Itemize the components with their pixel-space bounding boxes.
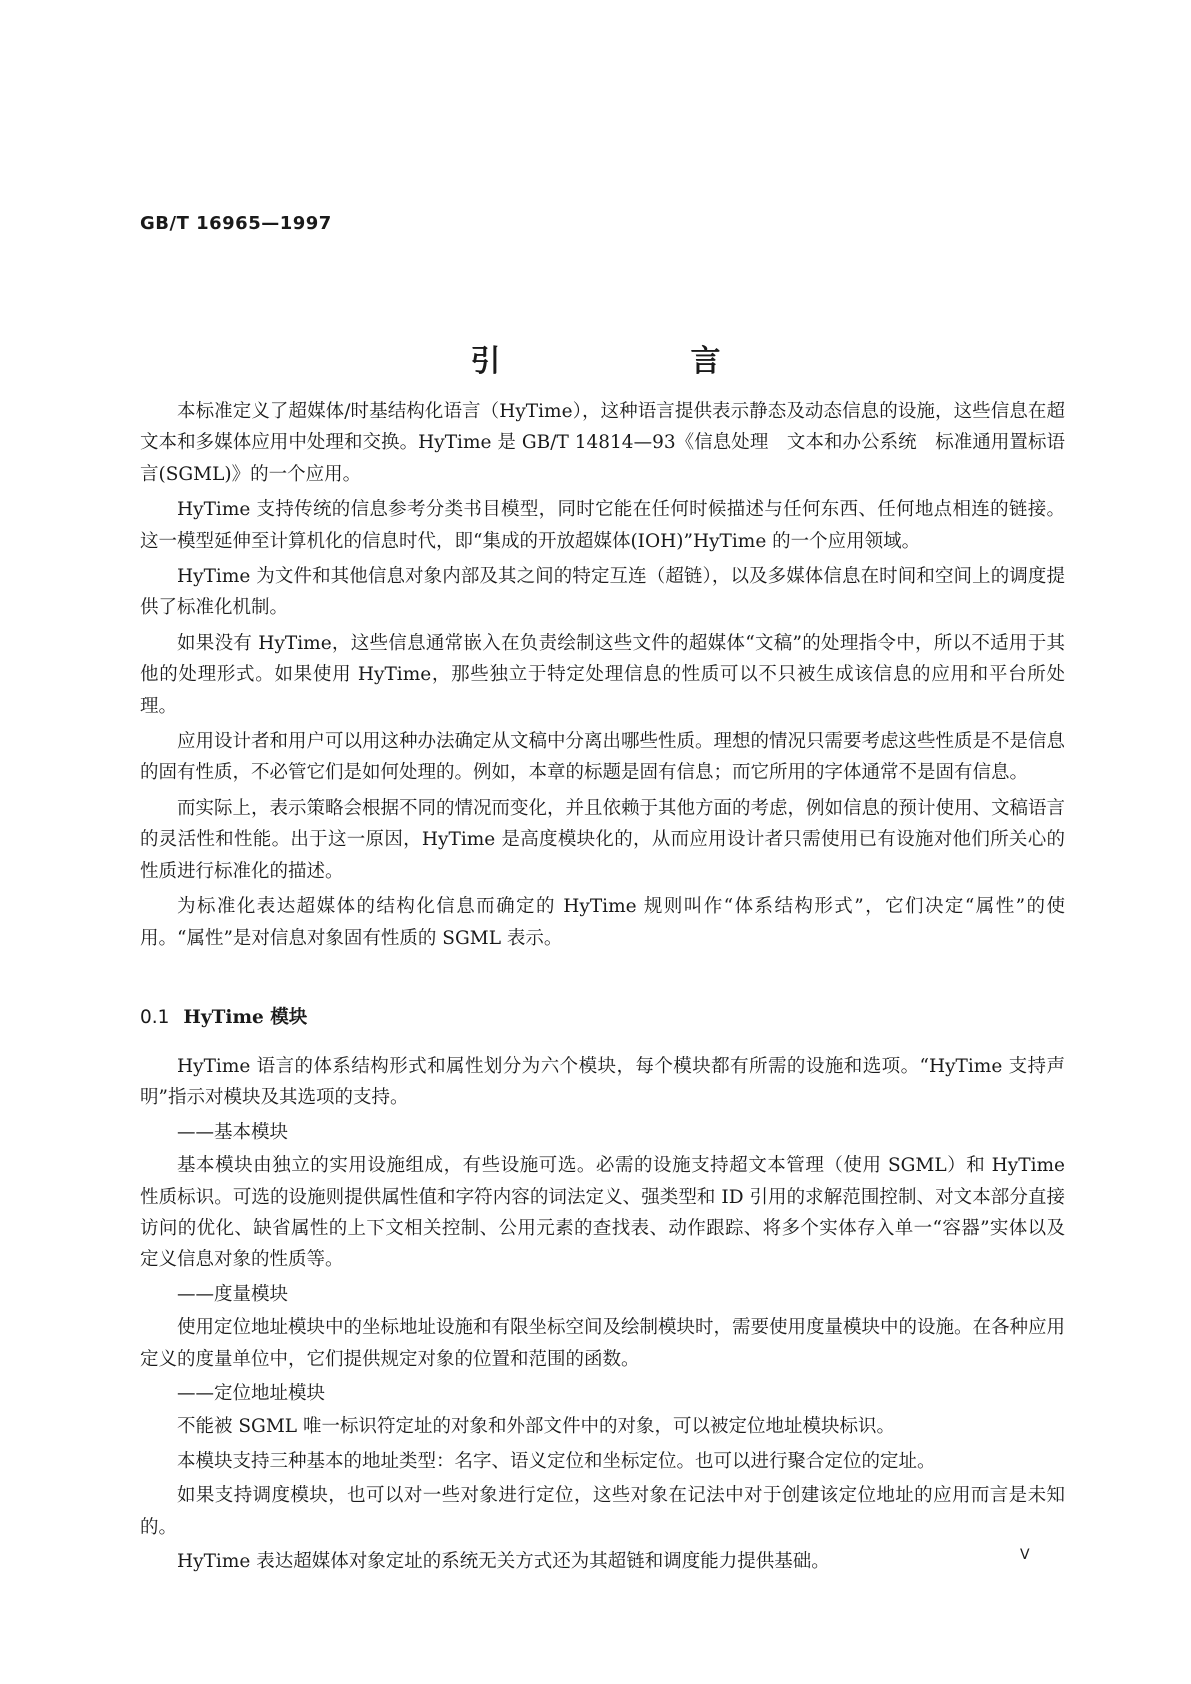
section-title-text: HyTime 模块 (183, 1007, 308, 1028)
paragraph: HyTime 表达超媒体对象定址的系统无关方式还为其超链和调度能力提供基础。 (177, 1551, 830, 1573)
module-heading: ——度量模块 (177, 1283, 289, 1305)
paragraph: HyTime 为文件和其他信息对象内部及其之间的特定互连（超链），以及多媒体信息在时间和空间上的调度提供了标准化机制。 (140, 566, 1065, 619)
paragraph: HyTime 支持传统的信息参考分类书目模型，同时它能在任何时候描述与任何东西、任何地点相连的链接。这一模型延伸至计算机化的信息时代，即“集成的开放超媒体(IOH)”HyTime 的一个应用领域。 (140, 499, 1065, 552)
paragraph: 如果没有 HyTime，这些信息通常嵌入在负责绘制这些文件的超媒体“文稿”的处理指令中，所以不适用于其他的处理形式。如果使用 HyTime，那些独立于特定处理信息的性质可以不只被生成该信息的应用和平台所处理。 (140, 632, 1065, 717)
paragraph: 使用定位地址模块中的坐标地址设施和有限坐标空间及绘制模块时，需要使用度量模块中的设施。在各种应用定义的度量单位中，它们提供规定对象的位置和范围的函数。 (140, 1317, 1066, 1370)
standard-number: GB/T 16965—1997 (140, 213, 332, 234)
intro-body (140, 396, 1065, 958)
module-heading: ——基本模块 (177, 1121, 289, 1143)
paragraph: 不能被 SGML 唯一标识符定址的对象和外部文件中的对象，可以被定位地址模块标识。 (177, 1416, 895, 1438)
paragraph: 应用设计者和用户可以用这种办法确定从文稿中分离出哪些性质。理想的情况只需要考虑这些性质是不是信息的固有性质，不必管它们是如何处理的。例如，本章的标题是固有信息；而它所用的字体通常不是固有信息。 (140, 731, 1066, 784)
paragraph: HyTime 语言的体系结构形式和属性划分为六个模块，每个模块都有所需的设施和选项。“HyTime 支持声明”指示对模块及其选项的支持。 (140, 1056, 1065, 1109)
section-body (140, 1051, 1065, 1581)
section-heading (140, 1003, 307, 1029)
page-title: 引 言 (470, 344, 801, 379)
section-number: 0.1 (140, 1007, 170, 1028)
page-number: V (1020, 1547, 1030, 1563)
paragraph: 而实际上，表示策略会根据不同的情况而变化，并且依赖于其他方面的考虑，例如信息的预计使用、文稿语言的灵活性和性能。出于这一原因，HyTime 是高度模块化的，从而应用设计者只需使用已有设施对他们所关心的性质进行标准化的描述。 (140, 797, 1066, 882)
module-heading: ——定位地址模块 (177, 1383, 326, 1405)
paragraph: 如果支持调度模块，也可以对一些对象进行定位，这些对象在记法中对于创建该定位地址的应用而言是未知的。 (140, 1485, 1065, 1538)
paragraph: 为标准化表达超媒体的结构化信息而确定的 HyTime 规则叫作“体系结构形式”，它们决定“属性”的使用。“属性”是对信息对象固有性质的 SGML 表示。 (140, 896, 1065, 949)
paragraph: 本模块支持三种基本的地址类型：名字、语义定位和坐标定位。也可以进行聚合定位的定址。 (177, 1450, 936, 1472)
paragraph: 本标准定义了超媒体/时基结构化语言（HyTime），这种语言提供表示静态及动态信息的设施，这些信息在超文本和多媒体应用中处理和交换。HyTime 是 GB/T 14814—93《信息处理 文本和办公系统 标准通用置标语言(SGML)》的一个应用。 (140, 401, 1065, 485)
paragraph: 基本模块由独立的实用设施组成，有些设施可选。必需的设施支持超文本管理（使用 SGML）和 HyTime 性质标识。可选的设施则提供属性值和字符内容的词法定义、强类型和 ID 引用的求解范围控制、对文本部分直接访问的优化、缺省属性的上下文相关控制、公用元素的查找表、动作跟踪、将多个实体存入单一“容器”实体以及定义信息对象的性质等。 (140, 1155, 1065, 1271)
